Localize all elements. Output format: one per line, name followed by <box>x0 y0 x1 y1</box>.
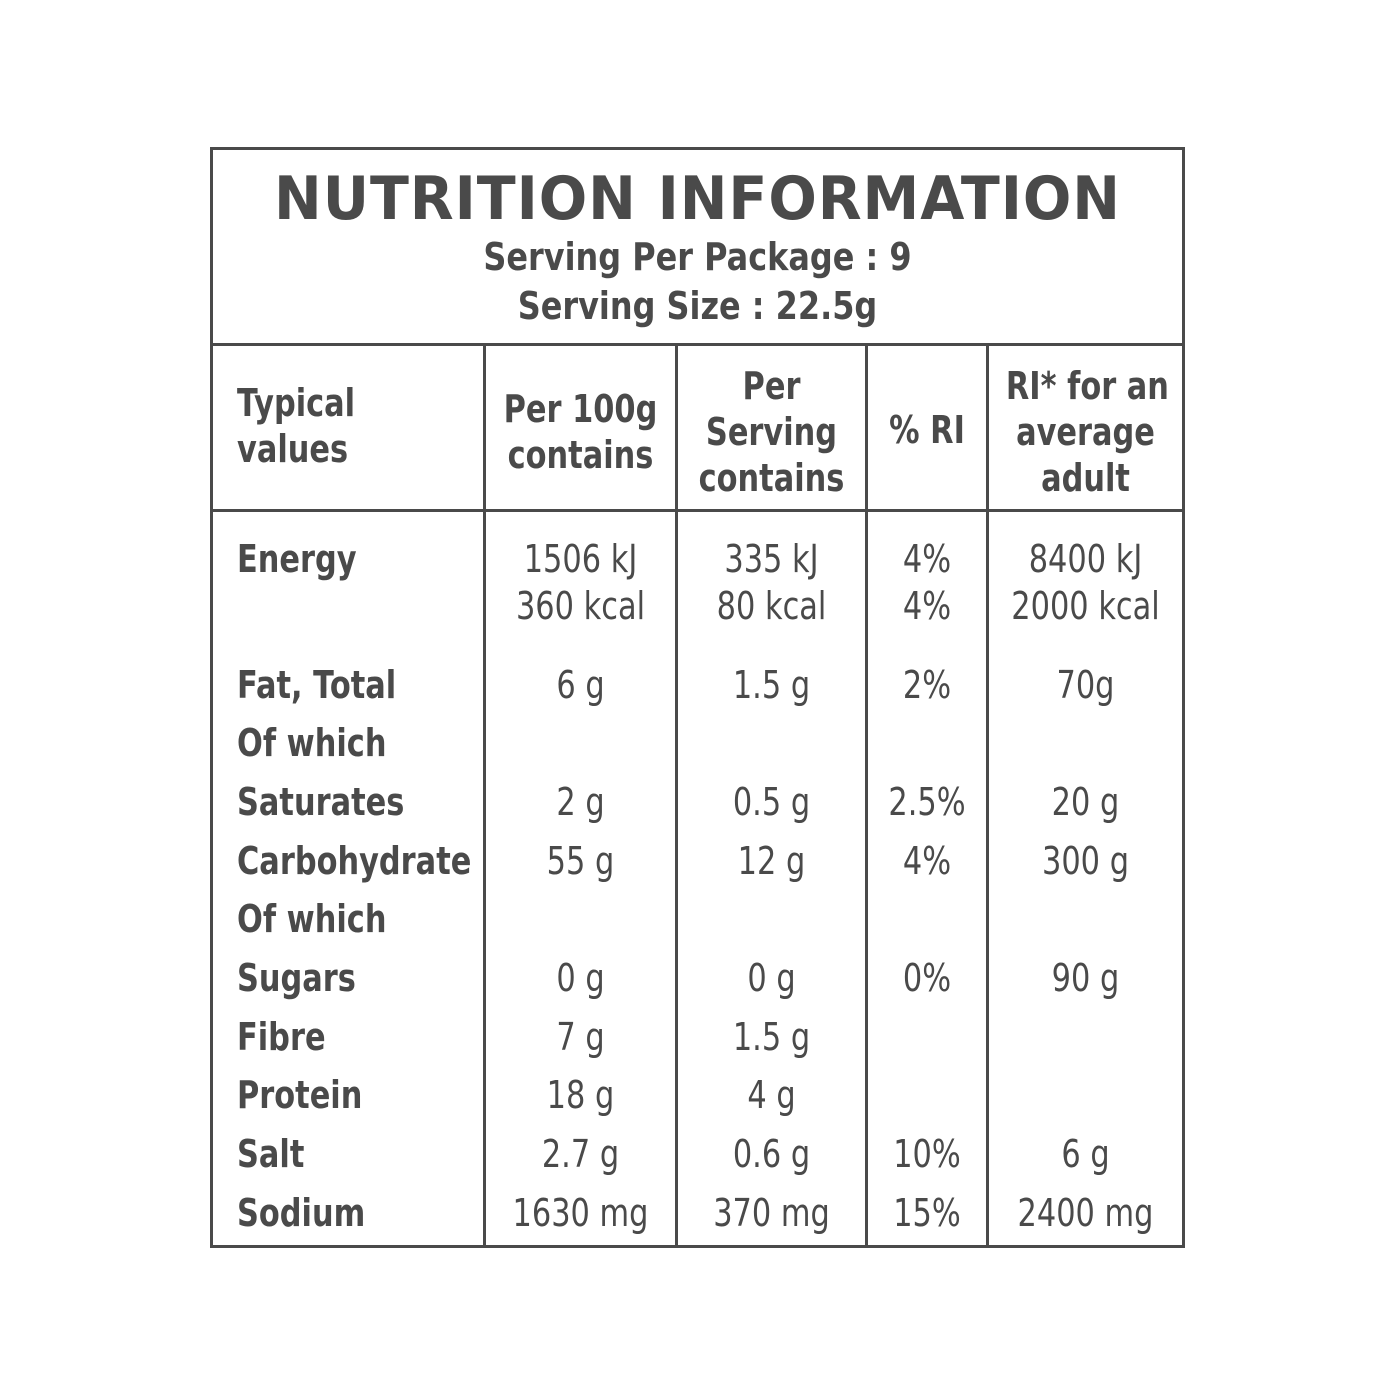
value-ri: 10% <box>893 1132 961 1176</box>
column-header-ri-adult <box>1005 363 1169 501</box>
value-ri: 2% <box>902 663 952 707</box>
value-per100: 1506 kJ <box>523 537 638 581</box>
column-header-line: average <box>1016 410 1155 454</box>
panel-header <box>213 150 1182 346</box>
column-header-line: Per 100g <box>503 387 658 431</box>
value-perServing: 80 kcal <box>716 584 827 628</box>
column-header-line: contains <box>507 433 654 477</box>
value-ri: 0% <box>902 956 952 1000</box>
value-riAdult: 2400 mg <box>1017 1191 1154 1235</box>
value-per100: 2.7 g <box>541 1132 620 1176</box>
column-header-line: RI* for an <box>1005 364 1169 408</box>
value-ri: 4% <box>902 584 952 628</box>
panel-title: NUTRITION INFORMATION <box>274 164 1121 234</box>
column-header-per-100g <box>503 386 659 478</box>
nutrient-label: Carbohydrate <box>237 839 472 883</box>
nutrient-label: Fibre <box>237 1015 326 1059</box>
value-per100: 0 g <box>556 956 605 1000</box>
column-header-percent-ri <box>877 407 976 453</box>
value-per100: 360 kcal <box>515 584 646 628</box>
column-header-per-serving <box>694 363 848 501</box>
column-divider <box>986 346 989 1245</box>
nutrient-label: Protein <box>237 1073 363 1117</box>
column-header-typical-values <box>237 380 355 472</box>
value-per100: 7 g <box>556 1015 605 1059</box>
value-ri: 2.5% <box>888 780 966 824</box>
nutrient-label: Salt <box>237 1132 305 1176</box>
column-header-line: % RI <box>889 408 965 452</box>
column-header-line: Serving <box>705 410 838 454</box>
column-header-line: Typical <box>237 381 356 425</box>
value-per100: 55 g <box>546 839 615 883</box>
value-riAdult: 6 g <box>1061 1132 1110 1176</box>
column-header-line: values <box>237 427 349 471</box>
value-ri: 4% <box>902 537 952 581</box>
value-perServing: 335 kJ <box>724 537 819 581</box>
nutrition-panel <box>210 147 1185 1248</box>
value-perServing: 0 g <box>747 956 796 1000</box>
column-divider <box>483 346 486 1245</box>
value-riAdult: 70g <box>1056 663 1115 707</box>
value-ri: 4% <box>902 839 952 883</box>
header-row-divider <box>213 509 1182 512</box>
value-perServing: 370 mg <box>713 1191 830 1235</box>
value-per100: 6 g <box>556 663 605 707</box>
value-perServing: 1.5 g <box>732 1015 811 1059</box>
value-perServing: 0.6 g <box>732 1132 811 1176</box>
nutrient-label: Sodium <box>237 1191 366 1235</box>
nutrient-label: Fat, Total <box>237 663 397 707</box>
value-riAdult: 2000 kcal <box>1011 584 1160 628</box>
value-per100: 18 g <box>546 1073 615 1117</box>
value-per100: 1630 mg <box>512 1191 649 1235</box>
value-perServing: 0.5 g <box>732 780 811 824</box>
nutrient-label: Of which <box>237 897 387 941</box>
value-riAdult: 300 g <box>1042 839 1129 883</box>
serving-size: Serving Size : 22.5g <box>517 284 878 328</box>
value-ri: 15% <box>893 1191 961 1235</box>
value-per100: 2 g <box>556 780 605 824</box>
value-perServing: 4 g <box>747 1073 796 1117</box>
value-perServing: 1.5 g <box>732 663 811 707</box>
column-header-line: adult <box>1041 456 1130 500</box>
value-riAdult: 90 g <box>1051 956 1120 1000</box>
column-header-line: contains <box>698 456 845 500</box>
nutrient-label: Energy <box>237 537 357 581</box>
value-riAdult: 8400 kJ <box>1028 537 1143 581</box>
nutrient-label: Sugars <box>237 956 356 1000</box>
column-divider <box>675 346 678 1245</box>
value-riAdult: 20 g <box>1051 780 1120 824</box>
nutrient-label: Of which <box>237 721 387 765</box>
column-header-line: Per <box>742 364 801 408</box>
column-divider <box>865 346 868 1245</box>
servings-per-package: Serving Per Package : 9 <box>483 235 912 279</box>
value-perServing: 12 g <box>737 839 806 883</box>
nutrient-label: Saturates <box>237 780 405 824</box>
